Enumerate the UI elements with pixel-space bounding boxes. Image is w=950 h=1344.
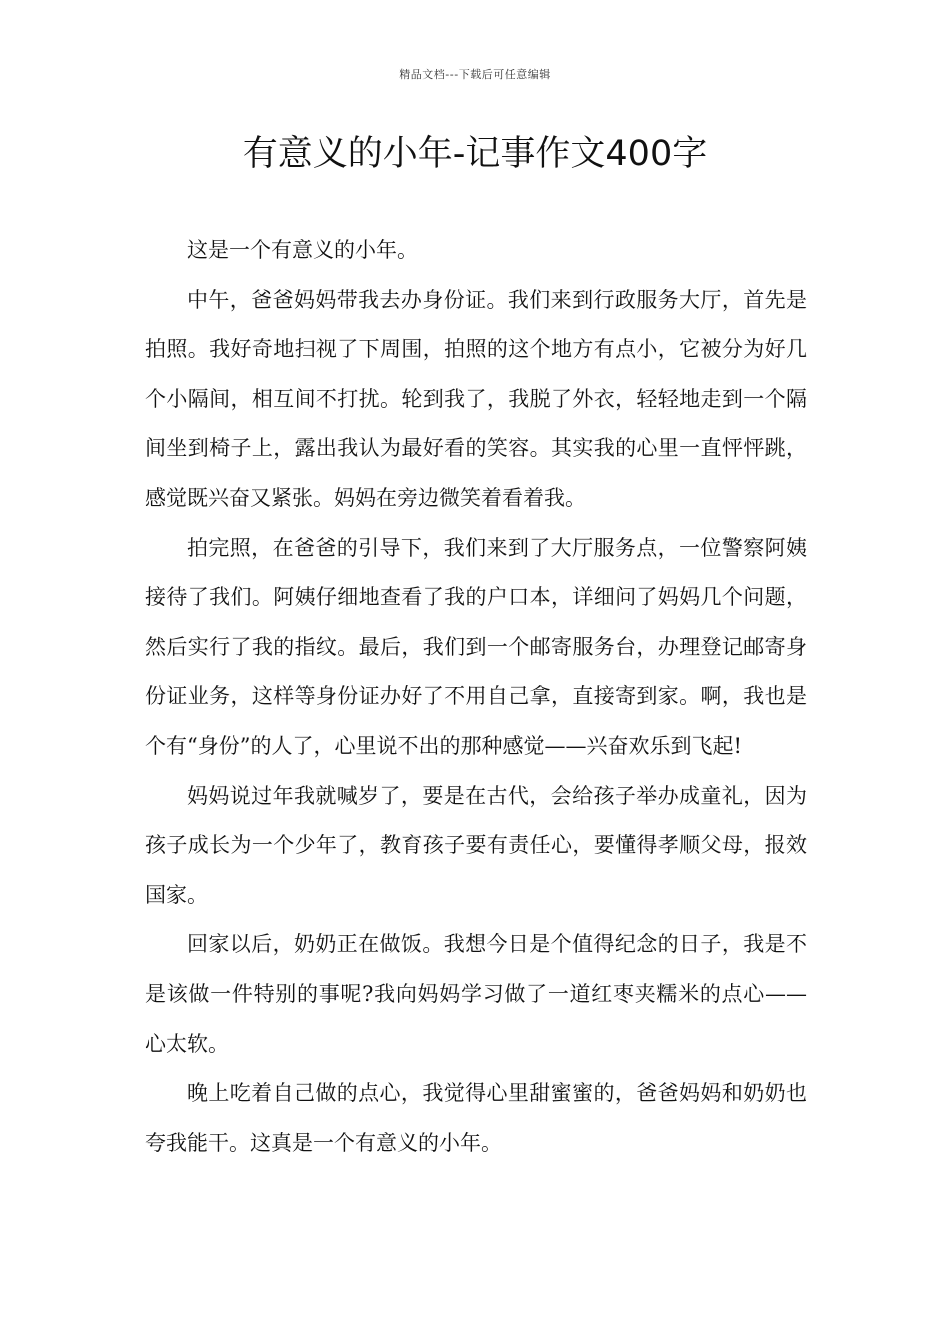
paragraph-6: 晚上吃着自己做的点心，我觉得心里甜蜜蜜的，爸爸妈妈和奶奶也夸我能干。这真是一个有意义的小年。 — [145, 1081, 807, 1155]
paragraph-1: 这是一个有意义的小年。 — [187, 238, 418, 262]
paragraph-4: 妈妈说过年我就喊岁了，要是在古代，会给孩子举办成童礼，因为孩子成长为一个少年了，教育孩子要有责任心，要懂得孝顺父母，报效国家。 — [145, 783, 807, 907]
paragraph-2: 中午，爸爸妈妈带我去办身份证。我们来到行政服务大厅，首先是拍照。我好奇地扫视了下周围，拍照的这个地方有点小，它被分为好几个小隔间，相互间不打扰。轮到我了，我脱了外衣，轻轻地走到一个隔间坐到椅子上，露出我认为最好看的笑容。其实我的心里一直怦怦跳，感觉既兴奋又紧张。妈妈在旁边微笑着看着我。 — [145, 287, 807, 510]
article-body — [145, 226, 807, 1168]
document-title: 有意义的小年-记事作文400字 — [242, 134, 708, 174]
header-note: 精品文档---下载后可任意编辑 — [399, 68, 551, 81]
paragraph-5: 回家以后，奶奶正在做饭。我想今日是个值得纪念的日子，我是不是该做一件特别的事呢?我向妈妈学习做了一道红枣夹糯米的点心——心太软。 — [145, 932, 807, 1056]
paragraph-3: 拍完照，在爸爸的引导下，我们来到了大厅服务点，一位警察阿姨接待了我们。阿姨仔细地查看了我的户口本，详细问了妈妈几个问题，然后实行了我的指纹。最后，我们到一个邮寄服务台，办理登记邮寄身份证业务，这样等身份证办好了不用自己拿，直接寄到家。啊，我也是个有“身份”的人了，心里说不出的那种感觉——兴奋欢乐到飞起! — [145, 535, 807, 758]
